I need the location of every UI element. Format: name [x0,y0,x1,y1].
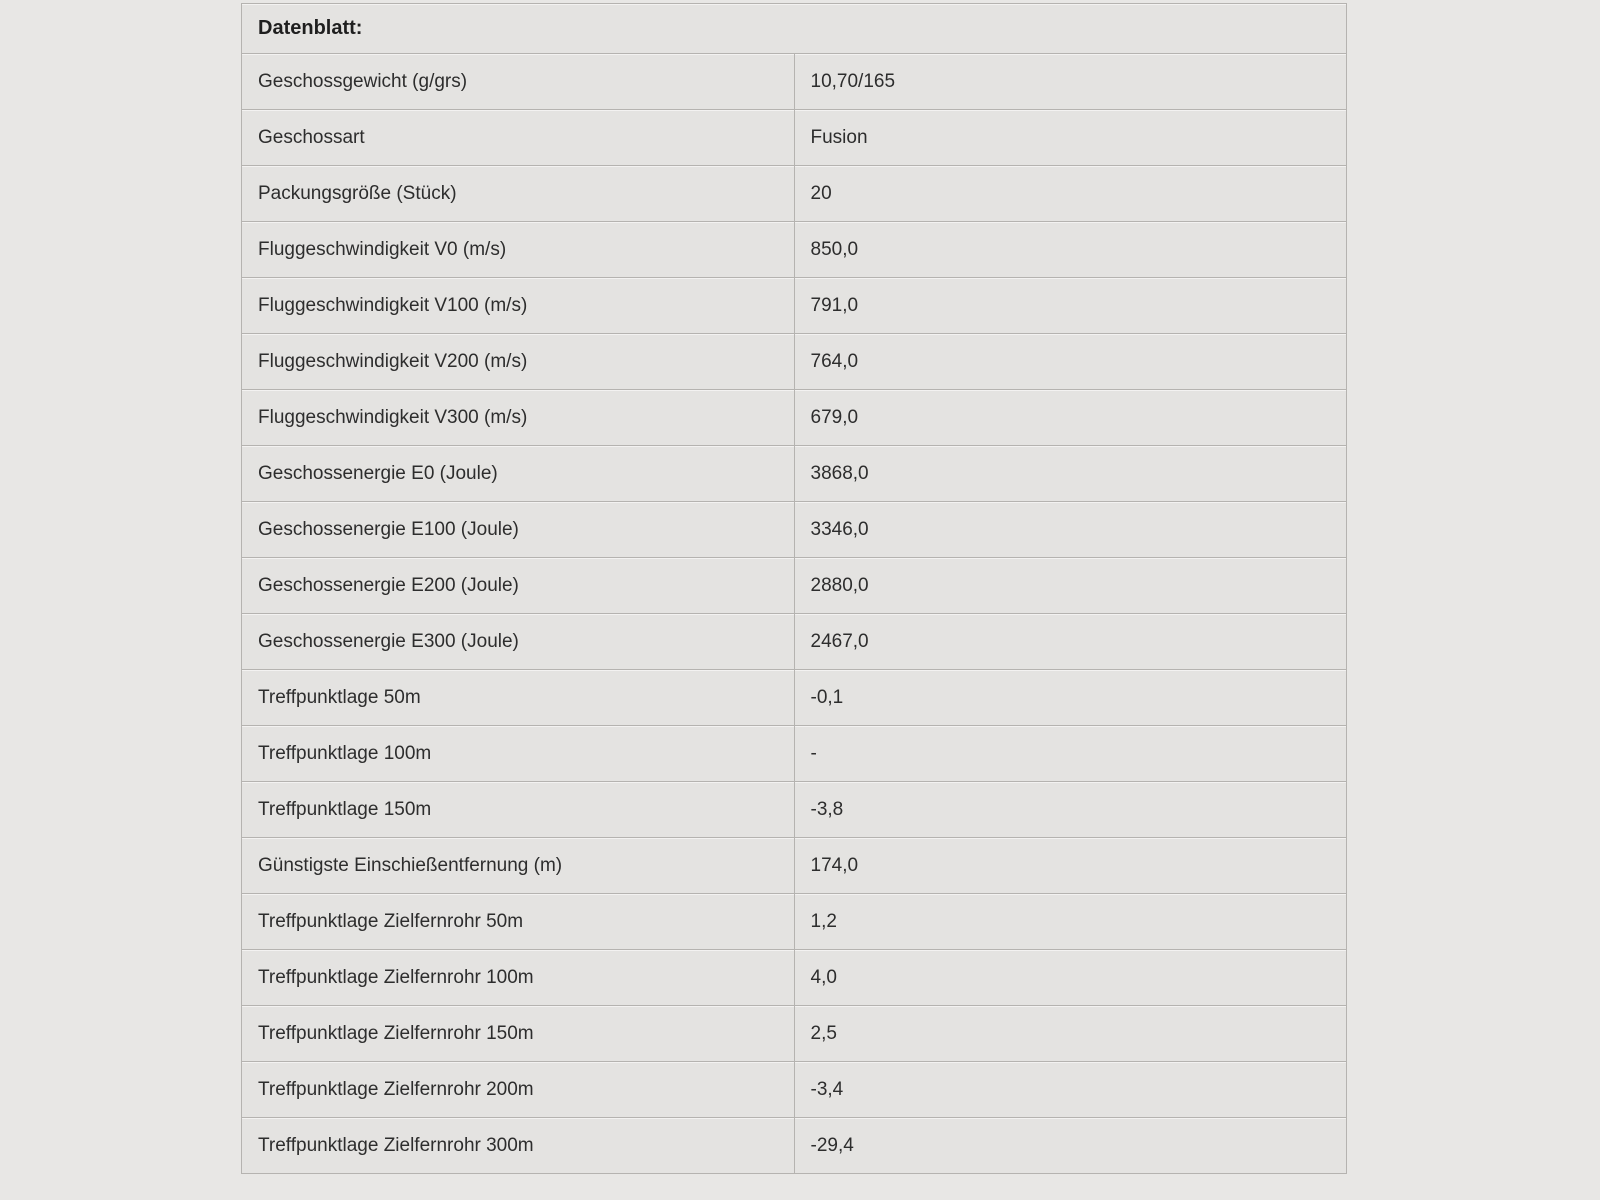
table-row [242,54,1347,110]
row-value: - [794,726,1347,782]
row-value: 2467,0 [794,614,1347,670]
table-row [242,950,1347,1006]
table-row [242,166,1347,222]
row-value: 850,0 [794,222,1347,278]
row-label: Fluggeschwindigkeit V300 (m/s) [242,390,795,446]
row-label: Treffpunktlage 50m [242,670,795,726]
row-value: 174,0 [794,838,1347,894]
table-row [242,222,1347,278]
row-value: 3868,0 [794,446,1347,502]
datasheet-title: Datenblatt: [242,4,1347,54]
table-row [242,502,1347,558]
table-row [242,446,1347,502]
table-row [242,1062,1347,1118]
row-label: Treffpunktlage Zielfernrohr 300m [242,1118,795,1174]
table-row [242,726,1347,782]
row-label: Geschossenergie E0 (Joule) [242,446,795,502]
row-label: Fluggeschwindigkeit V100 (m/s) [242,278,795,334]
row-label: Fluggeschwindigkeit V0 (m/s) [242,222,795,278]
row-value: 791,0 [794,278,1347,334]
row-label: Geschossgewicht (g/grs) [242,54,795,110]
datasheet-table [241,3,1347,1174]
table-row [242,670,1347,726]
datasheet-header-row [242,4,1347,54]
row-label: Treffpunktlage Zielfernrohr 100m [242,950,795,1006]
row-label: Geschossenergie E200 (Joule) [242,558,795,614]
row-label: Fluggeschwindigkeit V200 (m/s) [242,334,795,390]
row-value: 3346,0 [794,502,1347,558]
row-value: -29,4 [794,1118,1347,1174]
row-label: Packungsgröße (Stück) [242,166,795,222]
table-row [242,110,1347,166]
row-label: Treffpunktlage Zielfernrohr 150m [242,1006,795,1062]
table-row [242,334,1347,390]
row-label: Treffpunktlage 100m [242,726,795,782]
row-value: 10,70/165 [794,54,1347,110]
row-label: Treffpunktlage 150m [242,782,795,838]
datasheet-body [242,54,1347,1174]
row-value: -0,1 [794,670,1347,726]
row-value: Fusion [794,110,1347,166]
table-row [242,558,1347,614]
table-row [242,838,1347,894]
table-row [242,278,1347,334]
row-value: 679,0 [794,390,1347,446]
row-value: 4,0 [794,950,1347,1006]
row-value: 20 [794,166,1347,222]
table-row [242,1118,1347,1174]
row-value: 2,5 [794,1006,1347,1062]
datasheet-table-container [241,3,1347,1174]
row-value: 2880,0 [794,558,1347,614]
row-value: 1,2 [794,894,1347,950]
row-label: Günstigste Einschießentfernung (m) [242,838,795,894]
row-label: Geschossart [242,110,795,166]
row-label: Treffpunktlage Zielfernrohr 200m [242,1062,795,1118]
table-row [242,782,1347,838]
row-value: -3,4 [794,1062,1347,1118]
table-row [242,894,1347,950]
row-label: Geschossenergie E300 (Joule) [242,614,795,670]
table-row [242,614,1347,670]
table-row [242,390,1347,446]
table-row [242,1006,1347,1062]
row-value: -3,8 [794,782,1347,838]
row-label: Treffpunktlage Zielfernrohr 50m [242,894,795,950]
row-label: Geschossenergie E100 (Joule) [242,502,795,558]
row-value: 764,0 [794,334,1347,390]
